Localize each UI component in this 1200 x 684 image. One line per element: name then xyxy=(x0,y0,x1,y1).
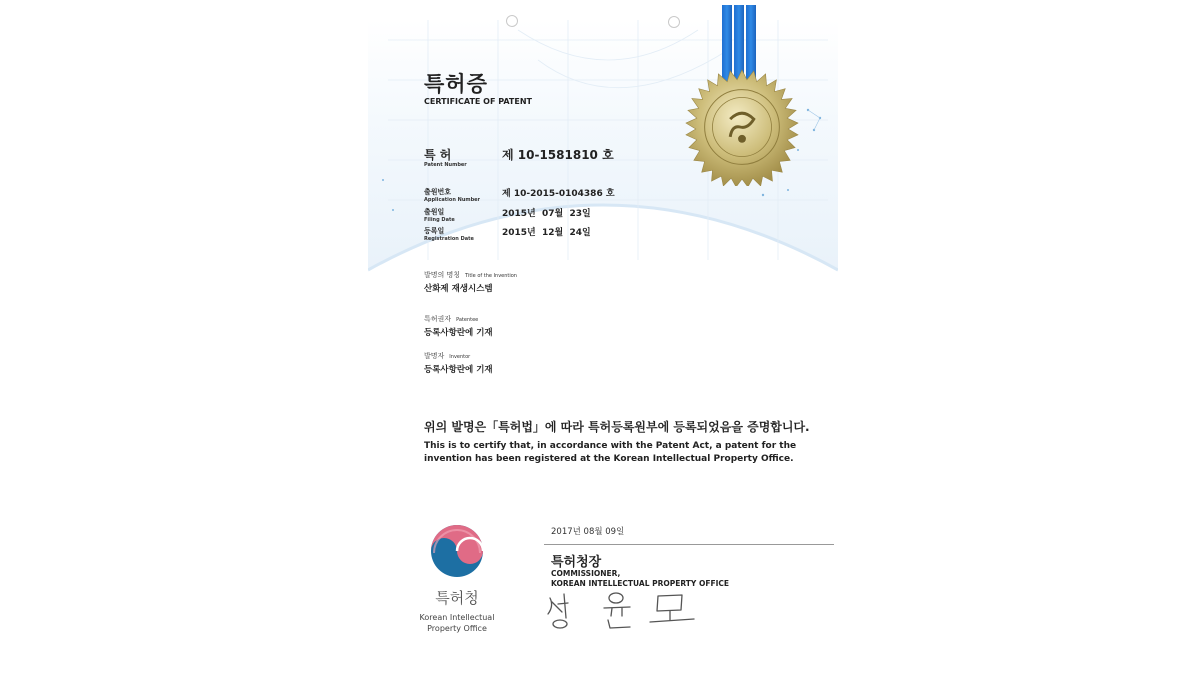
invention-title-label-en: Title of the Invention xyxy=(465,273,517,279)
signature-divider xyxy=(544,544,834,545)
patent-number-label-en: Patent Number xyxy=(424,162,467,168)
office-name-en xyxy=(408,612,506,634)
binding-hole-left xyxy=(506,15,518,27)
registration-date-label: 등록일 xyxy=(424,227,445,235)
patent-number-value: 제 10-1581810 호 xyxy=(502,148,614,162)
patentee-label-en: Patentee xyxy=(456,317,479,323)
office-name-en-line2: Property Office xyxy=(427,624,487,633)
certification-text-en: This is to certify that, in accordance with the Patent Act, a patent for the invention has been registered at the Korean Intellectual Property Office. xyxy=(424,441,797,464)
application-number-label: 출원번호 xyxy=(424,188,452,196)
binding-hole-right xyxy=(668,16,680,28)
patentee-label xyxy=(424,314,478,324)
application-number-value: 제 10-2015-0104386 호 xyxy=(502,189,615,199)
filing-date-label: 출원일 xyxy=(424,208,445,216)
registration-date-value: 2015년 12월 24일 xyxy=(502,228,591,238)
handwritten-signature xyxy=(544,588,704,634)
certificate-title: 특허증 xyxy=(424,72,488,96)
inventor-value: 등록사항란에 기재 xyxy=(424,365,493,375)
patentee-value: 등록사항란에 기재 xyxy=(424,328,493,338)
inventor-label-en: Inventor xyxy=(449,354,471,360)
issue-date: 2017년 08월 09일 xyxy=(551,527,625,537)
registration-date-label-en: Registration Date xyxy=(424,236,474,242)
filing-date-label-en: Filing Date xyxy=(424,217,455,223)
inventor-label xyxy=(424,351,470,361)
gold-seal-icon xyxy=(683,68,801,186)
inventor-label-ko: 발명자 xyxy=(424,352,445,360)
commissioner-title: 특허청장 xyxy=(551,555,602,570)
invention-title-value: 산화제 재생시스템 xyxy=(424,284,493,294)
office-name-en-line1: Korean Intellectual xyxy=(419,613,495,622)
office-name-ko: 특허청 xyxy=(435,589,479,607)
commissioner-title-en-2: KOREAN INTELLECTUAL PROPERTY OFFICE xyxy=(551,579,730,588)
certificate-page xyxy=(368,0,838,684)
kipo-logo-icon xyxy=(428,523,486,579)
patentee-label-ko: 특허권자 xyxy=(424,315,452,323)
commissioner-title-en-1: COMMISSIONER, xyxy=(551,569,621,578)
certificate-title-en: CERTIFICATE OF PATENT xyxy=(424,97,532,106)
invention-title-label-ko: 발명의 명칭 xyxy=(424,271,461,279)
patent-number-label: 특 허 xyxy=(424,148,452,162)
invention-title-label xyxy=(424,270,517,280)
filing-date-value: 2015년 07월 23일 xyxy=(502,209,591,219)
certification-text-ko: 위의 발명은「특허법」에 따라 특허등록원부에 등록되었음을 증명합니다. xyxy=(424,420,810,434)
application-number-label-en: Application Number xyxy=(424,197,481,203)
